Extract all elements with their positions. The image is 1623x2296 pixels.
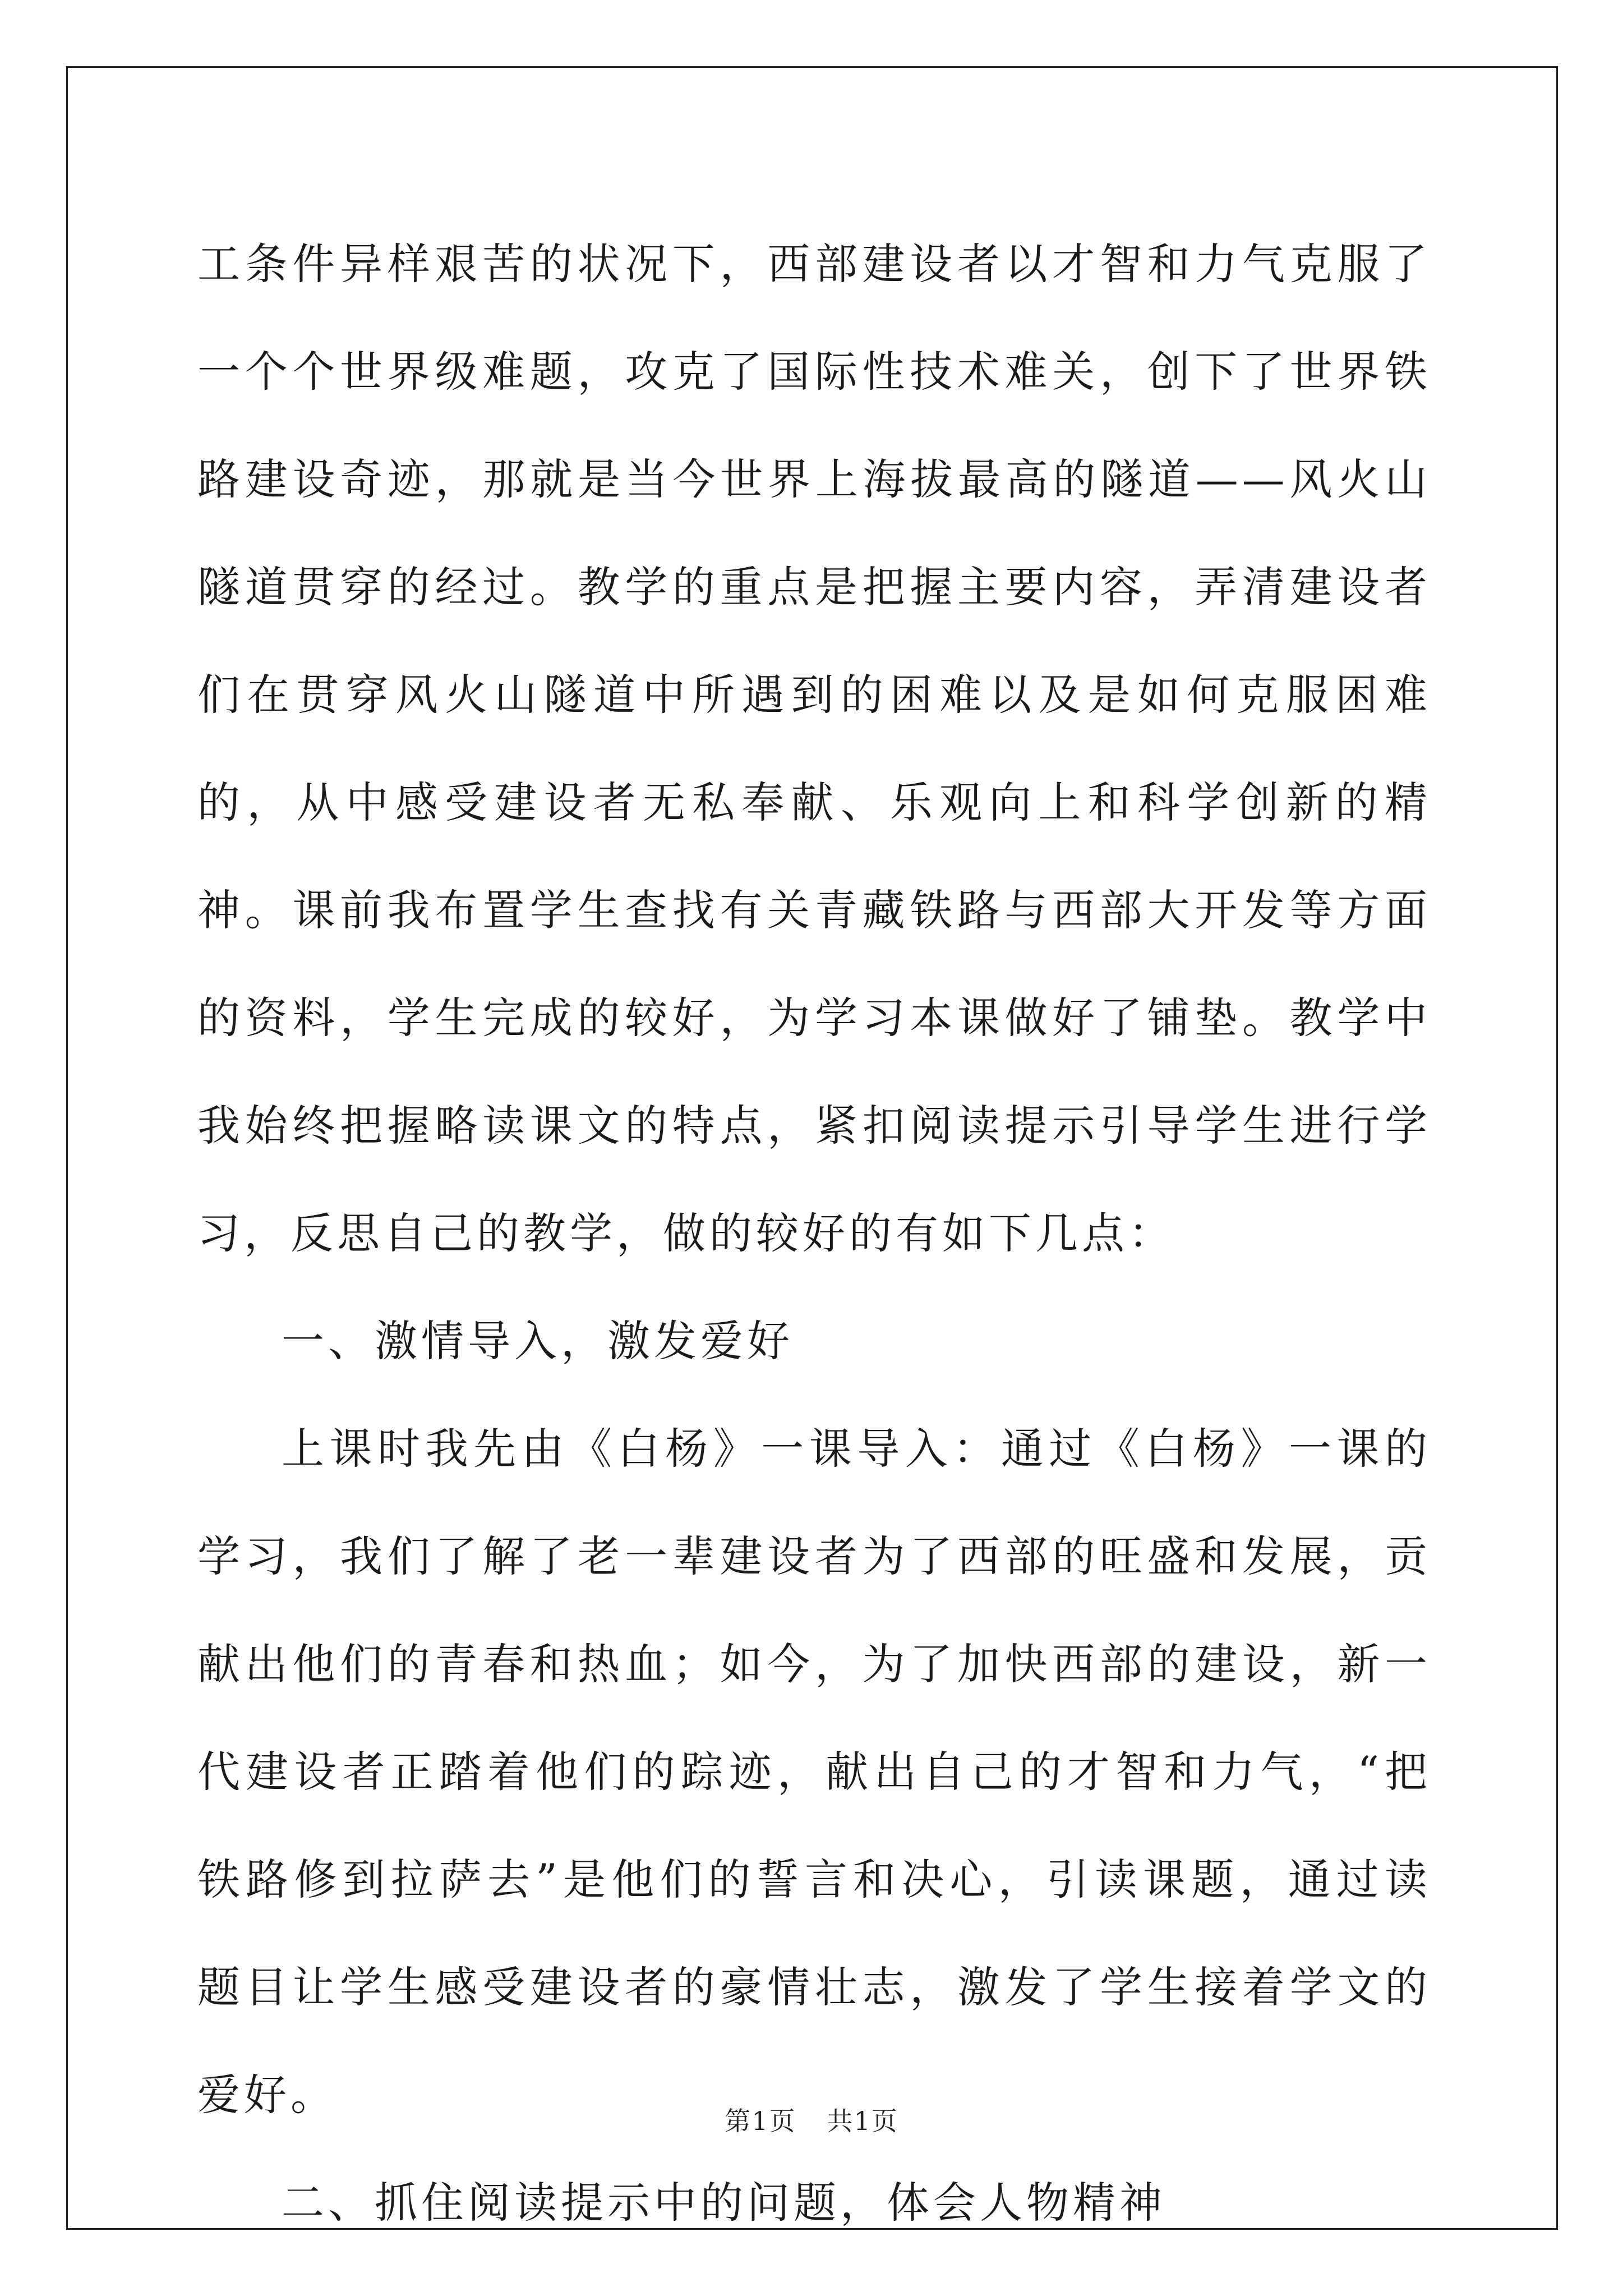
page-number-current: 第1页: [725, 2106, 796, 2136]
section-heading-1: 一、激情导入，激发爱好: [282, 1316, 794, 1366]
paragraph-section-1: 上课时我先由《白杨》一课导入：通过《白杨》一课的学习，我们了解了老一辈建设者为了西部的旺盛和发展，贡献出他们的青春和热血；如今，为了加快西部的建设，新一代建设者正踏着他们的踪迹，献出自己的才智和力气，“把铁路修到拉萨去”是他们的誓言和决心，引读课题，通过读题目让学生感受建设者的豪情壮志，激发了学生接着学文的爱好。: [197, 1424, 1431, 2120]
paragraph-intro: 工条件异样艰苦的状况下，西部建设者以才智和力气克服了一个个世界级难题，攻克了国际性技术难关，创下了世界铁路建设奇迹，那就是当今世界上海拔最高的隧道——风火山隧道贯穿的经过。教学的重点是把握主要内容，弄清建设者们在贯穿风火山隧道中所遇到的困难以及是如何克服困难的，从中感受建设者无私奉献、乐观向上和科学创新的精神。课前我布置学生查找有关青藏铁路与西部大开发等方面的资料，学生完成的较好，为学习本课做好了铺垫。教学中我始终把握略读课文的特点，紧扣阅读提示引导学生进行学习，反思自己的教学，做的较好的有如下几点：: [197, 239, 1431, 1258]
page-number-total: 共1页: [827, 2106, 898, 2136]
document-body: [197, 210, 1431, 2257]
page-footer: [0, 2101, 1623, 2138]
section-heading-2: 二、抓住阅读提示中的问题，体会人物精神: [282, 2178, 1166, 2228]
